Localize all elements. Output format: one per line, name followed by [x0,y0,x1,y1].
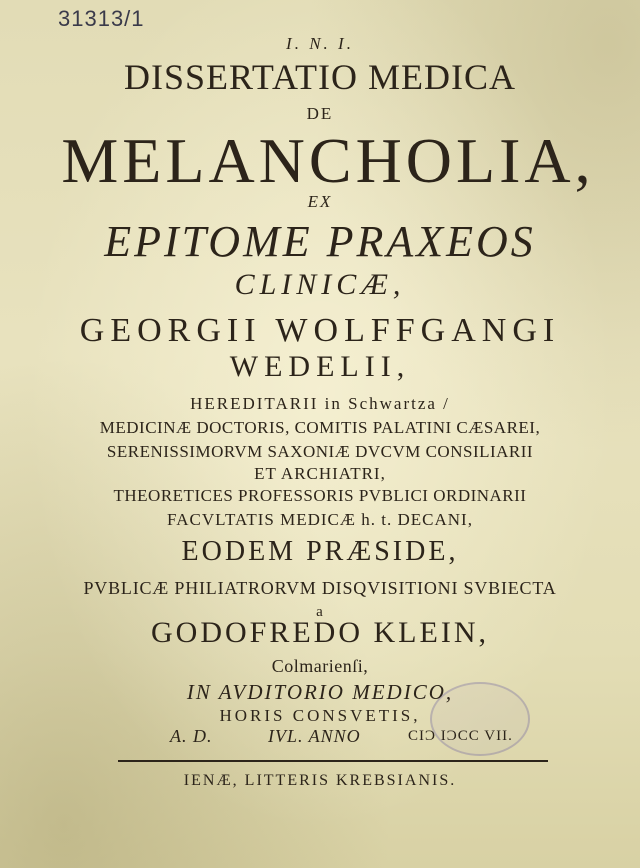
preposition-ex: EX [307,192,333,211]
dissertation-heading: DISSERTATIO MEDICA [124,57,516,97]
author-title-line-3: SERENISSIMORVM SAXONIÆ DVCVM CONSILIARII [106,442,534,461]
author-title-line-5: THEORETICES PROFESSORIS PVBLICI ORDINARII [113,486,527,505]
respondent-name: GODOFREDO KLEIN, [151,616,489,649]
venue-line: IN AVDITORIO MEDICO, [186,680,454,704]
date-year: CIϽ IϽCC VII. [408,728,513,744]
submission-line: PVBLICÆ PHILIATRORVM DISQVISITIONI SVBIECTA [83,578,557,598]
hours-line: HORIS CONSVETIS, [219,706,421,725]
author-title-line-2: MEDICINÆ DOCTORIS, COMITIS PALATINI CÆSAREI, [99,418,541,437]
imprint: IENÆ, LITTERIS KREBSIANIS. [183,772,457,789]
respondent-origin: Colmarienſi, [271,656,369,676]
clinicae-title: CLINICÆ, [234,268,406,301]
imprint-rule [118,760,548,762]
invocation: I. N. I. [286,34,354,53]
subject-title: MELANCHOLIA, [61,125,595,196]
preposition-de: DE [306,104,334,123]
author-title-line-4: ET ARCHIATRI, [254,464,386,483]
preposition-a: a [316,604,324,620]
shelfmark-handwritten: 31313/1 [58,6,145,31]
author-title-line-1: HEREDITARII in Schwartza / [190,394,450,413]
author-title-line-6: FACVLTATIS MEDICÆ h. t. DECANI, [167,510,473,529]
epitome-title: EPITOME PRAXEOS [104,217,536,266]
praeside-line: EODEM PRÆSIDE, [181,536,459,567]
author-surname: WEDELII, [229,350,411,383]
author-first-names: GEORGII WOLFFGANGI [79,312,561,349]
date-ad: A. D. [170,726,213,746]
date-month-anno: IVL. ANNO [268,726,361,746]
